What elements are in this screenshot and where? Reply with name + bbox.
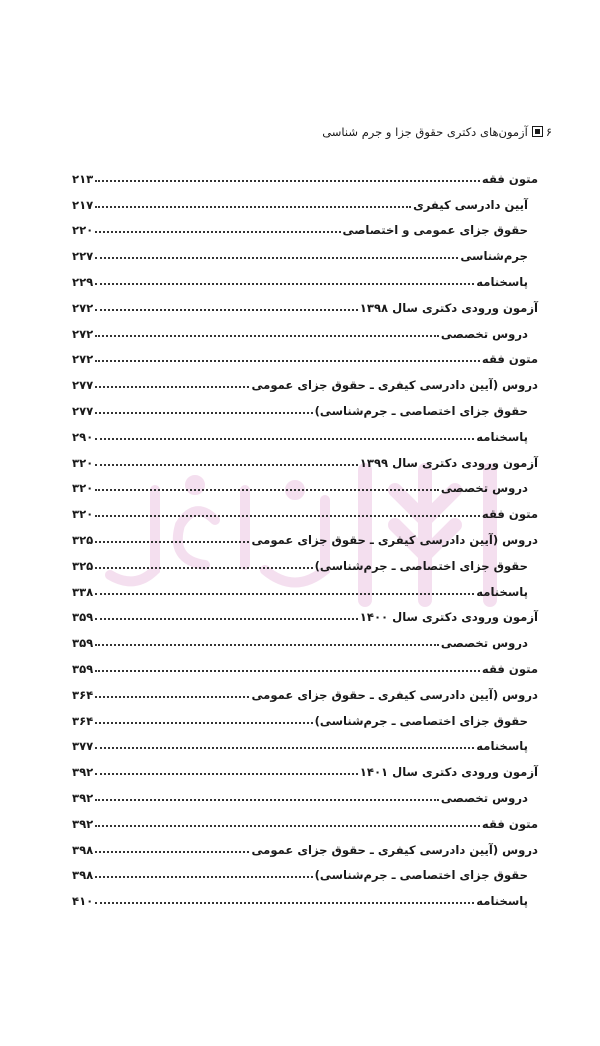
dot-leader (95, 231, 340, 233)
toc-entry-page: ۲۲۷ (72, 249, 94, 264)
toc-entry-title: دروس (آیین دادرسی کیفری ـ حقوق جزای عمومی (251, 842, 538, 857)
toc-entry-page: ۳۷۷ (72, 739, 94, 754)
toc-entry-page: ۲۷۷ (72, 378, 94, 393)
toc-entry-page: ۳۲۵ (72, 532, 94, 547)
toc-entry-title: متون فقه (481, 352, 538, 367)
toc-entry (72, 186, 538, 212)
dot-leader (95, 722, 312, 724)
toc-entry-page: ۲۷۷ (72, 403, 94, 418)
toc-entry (72, 779, 538, 805)
toc-entry-page: ۳۶۴ (72, 687, 94, 702)
toc-entry-page: ۳۳۸ (72, 584, 94, 599)
toc-entry-title: آزمون ورودی دکتری سال ۱۳۹۹ (359, 455, 538, 470)
dot-leader (95, 799, 439, 801)
toc-entry-page: ۴۱۰ (72, 894, 94, 909)
dot-leader (95, 541, 249, 543)
dot-leader (95, 412, 312, 414)
dot-leader (95, 438, 474, 440)
toc-entry (72, 366, 538, 392)
dot-leader (95, 283, 474, 285)
toc-entry-page: ۳۹۸ (72, 868, 94, 883)
dot-leader (95, 206, 411, 208)
toc-entry-title: جرم‌شناسی (460, 249, 528, 264)
toc-entry (72, 753, 538, 779)
toc-entry (72, 599, 538, 625)
toc-entry-title: حقوق جزای اختصاصی ـ جرم‌شناسی) (314, 558, 528, 573)
toc-entry-page: ۳۵۹ (72, 636, 94, 651)
toc-entry-page: ۳۹۲ (72, 765, 94, 780)
toc-entry-page: ۳۵۹ (72, 610, 94, 625)
toc-entry (72, 470, 538, 496)
toc-entry-title: حقوق جزای اختصاصی ـ جرم‌شناسی) (314, 403, 528, 418)
dot-leader (95, 747, 474, 749)
toc-entry-page: ۳۹۲ (72, 816, 94, 831)
running-header (48, 124, 552, 140)
toc-entry (72, 160, 538, 186)
toc-entry (72, 392, 538, 418)
toc-entry-title: دروس تخصصی (440, 790, 528, 805)
toc-entry (72, 676, 538, 702)
toc-entry-page: ۳۲۰ (72, 507, 94, 522)
toc-entry (72, 831, 538, 857)
dot-leader (95, 773, 358, 775)
toc-entry-page: ۳۲۰ (72, 481, 94, 496)
dot-leader (95, 567, 312, 569)
toc-entry (72, 702, 538, 728)
toc-entry (72, 728, 538, 754)
bullet-square-icon (532, 126, 543, 137)
toc-entry (72, 444, 538, 470)
toc-entry-page: ۲۷۲ (72, 352, 94, 367)
dot-leader (95, 593, 474, 595)
toc-entry (72, 882, 538, 908)
toc-entry-title: دروس تخصصی (440, 481, 528, 496)
toc-entry-title: متون فقه (481, 816, 538, 831)
dot-leader (95, 902, 474, 904)
toc-entry-title: آزمون ورودی دکتری سال ۱۴۰۰ (359, 610, 538, 625)
toc-entry-page: ۲۹۰ (72, 429, 94, 444)
toc-entry (72, 573, 538, 599)
toc-entry (72, 212, 538, 238)
toc-entry (72, 547, 538, 573)
toc-entry-title: دروس (آیین دادرسی کیفری ـ حقوق جزای عمومی (251, 532, 538, 547)
toc-entry (72, 341, 538, 367)
toc-entry-title: پاسخنامه (476, 739, 528, 754)
toc-entry-page: ۳۹۲ (72, 790, 94, 805)
toc-entry-title: متون فقه (481, 171, 538, 186)
book-title: آزمون‌های دکتری حقوق جزا و جرم شناسی (322, 125, 528, 139)
dot-leader (95, 360, 480, 362)
dot-leader (95, 618, 358, 620)
toc-entry (72, 237, 538, 263)
toc-entry-page: ۲۱۳ (72, 171, 94, 186)
toc-entry-title: دروس تخصصی (440, 326, 528, 341)
dot-leader (95, 696, 249, 698)
toc-entry (72, 495, 538, 521)
toc-entry-title: متون فقه (481, 661, 538, 676)
toc-entry (72, 315, 538, 341)
dot-leader (95, 257, 458, 259)
toc-entry-page: ۲۷۲ (72, 300, 94, 315)
table-of-contents (72, 160, 538, 908)
toc-entry-title: حقوق جزای اختصاصی ـ جرم‌شناسی) (314, 868, 528, 883)
toc-entry-page: ۲۱۷ (72, 197, 94, 212)
toc-entry-page: ۳۲۰ (72, 455, 94, 470)
toc-entry-title: پاسخنامه (476, 429, 528, 444)
dot-leader (95, 670, 480, 672)
toc-entry-page: ۲۲۹ (72, 274, 94, 289)
dot-leader (95, 851, 249, 853)
toc-entry-title: متون فقه (481, 507, 538, 522)
toc-entry-title: پاسخنامه (476, 274, 528, 289)
toc-entry-title: دروس (آیین دادرسی کیفری ـ حقوق جزای عمومی (251, 378, 538, 393)
toc-entry-title: پاسخنامه (476, 584, 528, 599)
dot-leader (95, 489, 439, 491)
toc-entry-title: آزمون ورودی دکتری سال ۱۴۰۱ (359, 765, 538, 780)
toc-entry (72, 521, 538, 547)
toc-entry (72, 263, 538, 289)
toc-entry-title: دروس تخصصی (440, 636, 528, 651)
page-number: ۶ (545, 125, 552, 139)
dot-leader (95, 309, 358, 311)
dot-leader (95, 335, 439, 337)
toc-entry-title: پاسخنامه (476, 894, 528, 909)
dot-leader (95, 515, 480, 517)
toc-entry (72, 289, 538, 315)
toc-entry-page: ۲۲۰ (72, 223, 94, 238)
dot-leader (95, 644, 439, 646)
toc-entry-page: ۳۶۴ (72, 713, 94, 728)
toc-entry-page: ۳۵۹ (72, 661, 94, 676)
toc-entry-page: ۳۹۸ (72, 842, 94, 857)
toc-entry (72, 857, 538, 883)
toc-entry-page: ۲۷۲ (72, 326, 94, 341)
toc-entry-title: حقوق جزای اختصاصی ـ جرم‌شناسی) (314, 713, 528, 728)
dot-leader (95, 180, 480, 182)
dot-leader (95, 876, 312, 878)
toc-entry-title: حقوق جزای عمومی و اختصاصی (342, 223, 528, 238)
toc-entry (72, 805, 538, 831)
toc-entry-page: ۳۲۵ (72, 558, 94, 573)
dot-leader (95, 825, 480, 827)
toc-entry (72, 418, 538, 444)
toc-entry-title: دروس (آیین دادرسی کیفری ـ حقوق جزای عمومی (251, 687, 538, 702)
toc-entry (72, 624, 538, 650)
toc-entry-title: آیین دادرسی کیفری (413, 197, 528, 212)
toc-entry-title: آزمون ورودی دکتری سال ۱۳۹۸ (359, 300, 538, 315)
toc-entry (72, 650, 538, 676)
dot-leader (95, 386, 249, 388)
dot-leader (95, 464, 358, 466)
